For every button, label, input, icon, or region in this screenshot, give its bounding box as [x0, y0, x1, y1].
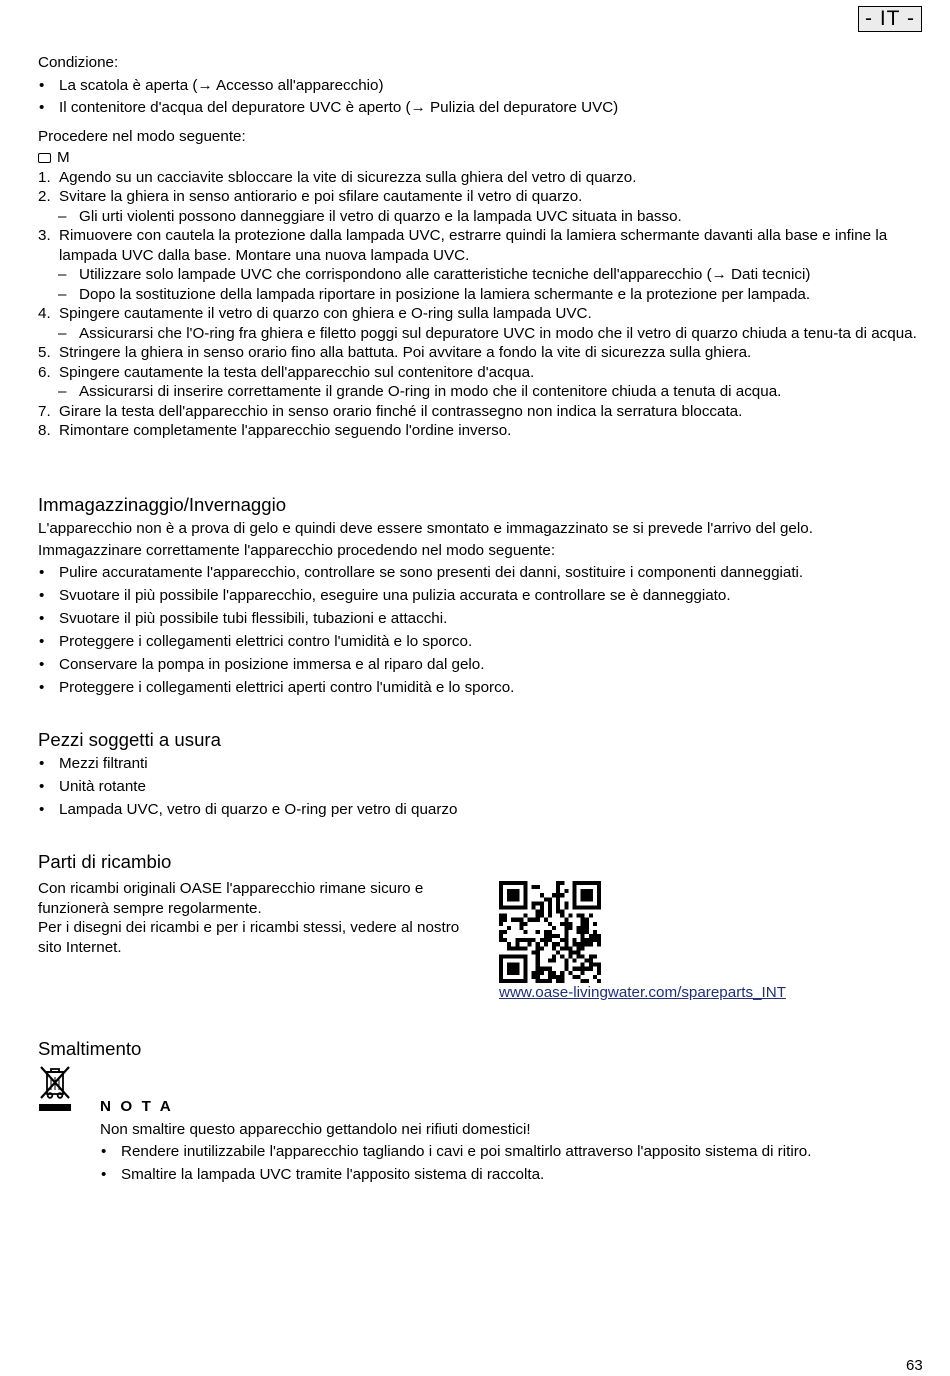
- step-text: Spingere cautamente il vetro di quarzo con ghiera e O-ring sulla lampada UVC.: [59, 305, 592, 322]
- step-note: – Assicurarsi che l'O-ring fra ghiera e filetto poggi sul depuratore UVC in modo che il vetro di quarzo chiuda a tenu-ta di acqua.: [38, 324, 922, 344]
- step-number: 3.: [38, 227, 51, 244]
- nota-text: Non smaltire questo apparecchio gettandolo nei rifiuti domestici!: [100, 1120, 531, 1138]
- step-note: – Gli urti violenti possono danneggiare il vetro di quarzo e la lampada UVC situata in basso.: [38, 207, 922, 227]
- spare-parts-text: [38, 879, 478, 957]
- storage-intro-2: Immagazzinare correttamente l'apparecchio procedendo nel modo seguente:: [38, 541, 556, 559]
- step-notes: [38, 382, 922, 402]
- step-text: Spingere cautamente la testa dell'apparecchio sul contenitore d'acqua.: [59, 363, 535, 381]
- step-number: 1.: [38, 168, 51, 186]
- step-number: 6.: [38, 363, 51, 381]
- disposal-heading: Smaltimento: [38, 1038, 142, 1059]
- step-note: – Dopo la sostituzione della lampada riportare in posizione la lamiera schermante e la protezione per lampada.: [38, 285, 922, 305]
- step-notes: [38, 265, 922, 304]
- tool-label: M: [57, 149, 70, 166]
- procedure-step: [38, 402, 922, 422]
- qr-code[interactable]: [499, 881, 601, 983]
- procedure-step: [38, 168, 922, 188]
- procedure-step: [38, 343, 922, 363]
- spare-parts-text-1: Con ricambi originali OASE l'apparecchio rimane sicuro e funzionerà sempre regolarmente.: [38, 880, 424, 917]
- storage-section: [38, 494, 922, 702]
- step-text: Rimuovere con cautela la protezione dalla lampada UVC, estrarre quindi la lamiera schermante davanti alla base e infine la lampada UVC dalla base. Montare una nuova lampada UVC.: [59, 227, 888, 264]
- disposal-item: • Rendere inutilizzabile l'apparecchio tagliando i cavi e poi smaltirlo attraverso l'apposito sistema di ritiro.: [100, 1142, 922, 1162]
- spare-parts-section: [38, 851, 922, 957]
- step-number: 7.: [38, 402, 51, 420]
- procedure-step: [38, 421, 922, 441]
- procedure-step: [38, 304, 922, 324]
- storage-intro-1: L'apparecchio non è a prova di gelo e quindi deve essere smontato e immagazzinato se si prevede l'arrivo del gelo.: [38, 520, 813, 537]
- storage-item: • Conservare la pompa in posizione immersa e al riparo dal gelo.: [38, 655, 922, 675]
- procedure-step: [38, 226, 922, 265]
- storage-item: • Svuotare il più possibile l'apparecchio, eseguire una pulizia accurata e controllare se è danneggiato.: [38, 586, 922, 606]
- crossed-out-wheelie-bin-icon: [38, 1064, 72, 1112]
- step-note: – Utilizzare solo lampade UVC che corrispondono alle caratteristiche tecniche dell'apparecchio (→ Dati tecnici): [38, 265, 922, 285]
- spare-parts-heading: Parti di ricambio: [38, 851, 172, 872]
- disposal-list: [100, 1142, 922, 1185]
- wear-parts-heading: Pezzi soggetti a usura: [38, 729, 221, 750]
- storage-heading: Immagazzinaggio/Invernaggio: [38, 494, 287, 515]
- step-text: Rimontare completamente l'apparecchio seguendo l'ordine inverso.: [59, 422, 512, 439]
- step-number: 2.: [38, 188, 51, 205]
- step-number: 5.: [38, 344, 51, 361]
- condition-label: Condizione:: [38, 54, 119, 71]
- tool-line: [38, 148, 922, 168]
- procedure-label: Procedere nel modo seguente:: [38, 127, 246, 145]
- storage-item: • Svuotare il più possibile tubi flessibili, tubazioni e attacchi.: [38, 609, 922, 629]
- condition-list: [38, 76, 922, 118]
- wear-part-item: • Unità rotante: [38, 777, 922, 797]
- step-number: 8.: [38, 422, 51, 439]
- nota-box: [100, 1097, 922, 1188]
- language-badge: - IT -: [858, 6, 922, 32]
- step-text: Stringere la ghiera in senso orario fino alla battuta. Poi avvitare a fondo la vite di sicurezza sulla ghiera.: [59, 344, 752, 361]
- step-notes: [38, 324, 922, 344]
- wear-parts-section: [38, 729, 922, 823]
- wear-parts-list: [38, 754, 922, 820]
- screen-icon: [38, 153, 51, 163]
- condition-item: • Il contenitore d'acqua del depuratore UVC è aperto (→ Pulizia del depuratore UVC): [38, 98, 922, 118]
- storage-item: • Pulire accuratamente l'apparecchio, controllare se sono presenti dei danni, sostituire i componenti danneggiati.: [38, 563, 922, 583]
- wear-part-item: • Lampada UVC, vetro di quarzo e O-ring per vetro di quarzo: [38, 800, 922, 820]
- page-number: 63: [906, 1357, 923, 1374]
- storage-list: [38, 563, 922, 698]
- disposal-section: [38, 1038, 922, 1060]
- step-text: Svitare la ghiera in senso antiorario e poi sfilare cautamente il vetro di quarzo.: [59, 188, 583, 205]
- storage-item: • Proteggere i collegamenti elettrici contro l'umidità e lo sporco.: [38, 632, 922, 652]
- step-number: 4.: [38, 305, 51, 322]
- procedure-steps: [38, 168, 922, 441]
- nota-title: N O T A: [100, 1098, 174, 1115]
- spare-parts-link[interactable]: www.oase-livingwater.com/spareparts_INT: [499, 984, 786, 1001]
- procedure-step: [38, 363, 922, 383]
- step-notes: [38, 207, 922, 227]
- step-note: – Assicurarsi di inserire correttamente il grande O-ring in modo che il contenitore chiuda a tenuta di acqua.: [38, 382, 922, 402]
- disposal-item: • Smaltire la lampada UVC tramite l'apposito sistema di raccolta.: [100, 1165, 922, 1185]
- step-text: Agendo su un cacciavite sbloccare la vite di sicurezza sulla ghiera del vetro di quarzo.: [59, 168, 637, 186]
- maintenance-section: [38, 53, 922, 441]
- spare-parts-text-2: Per i disegni dei ricambi e per i ricambi stessi, vedere al nostro sito Internet.: [38, 919, 460, 956]
- storage-item: • Proteggere i collegamenti elettrici aperti contro l'umidità e lo sporco.: [38, 678, 922, 698]
- step-text: Girare la testa dell'apparecchio in senso orario finché il contrassegno non indica la serratura bloccata.: [59, 402, 743, 420]
- condition-item: • La scatola è aperta (→ Accesso all'apparecchio): [38, 76, 922, 96]
- wear-part-item: • Mezzi filtranti: [38, 754, 922, 774]
- procedure-step: [38, 187, 922, 207]
